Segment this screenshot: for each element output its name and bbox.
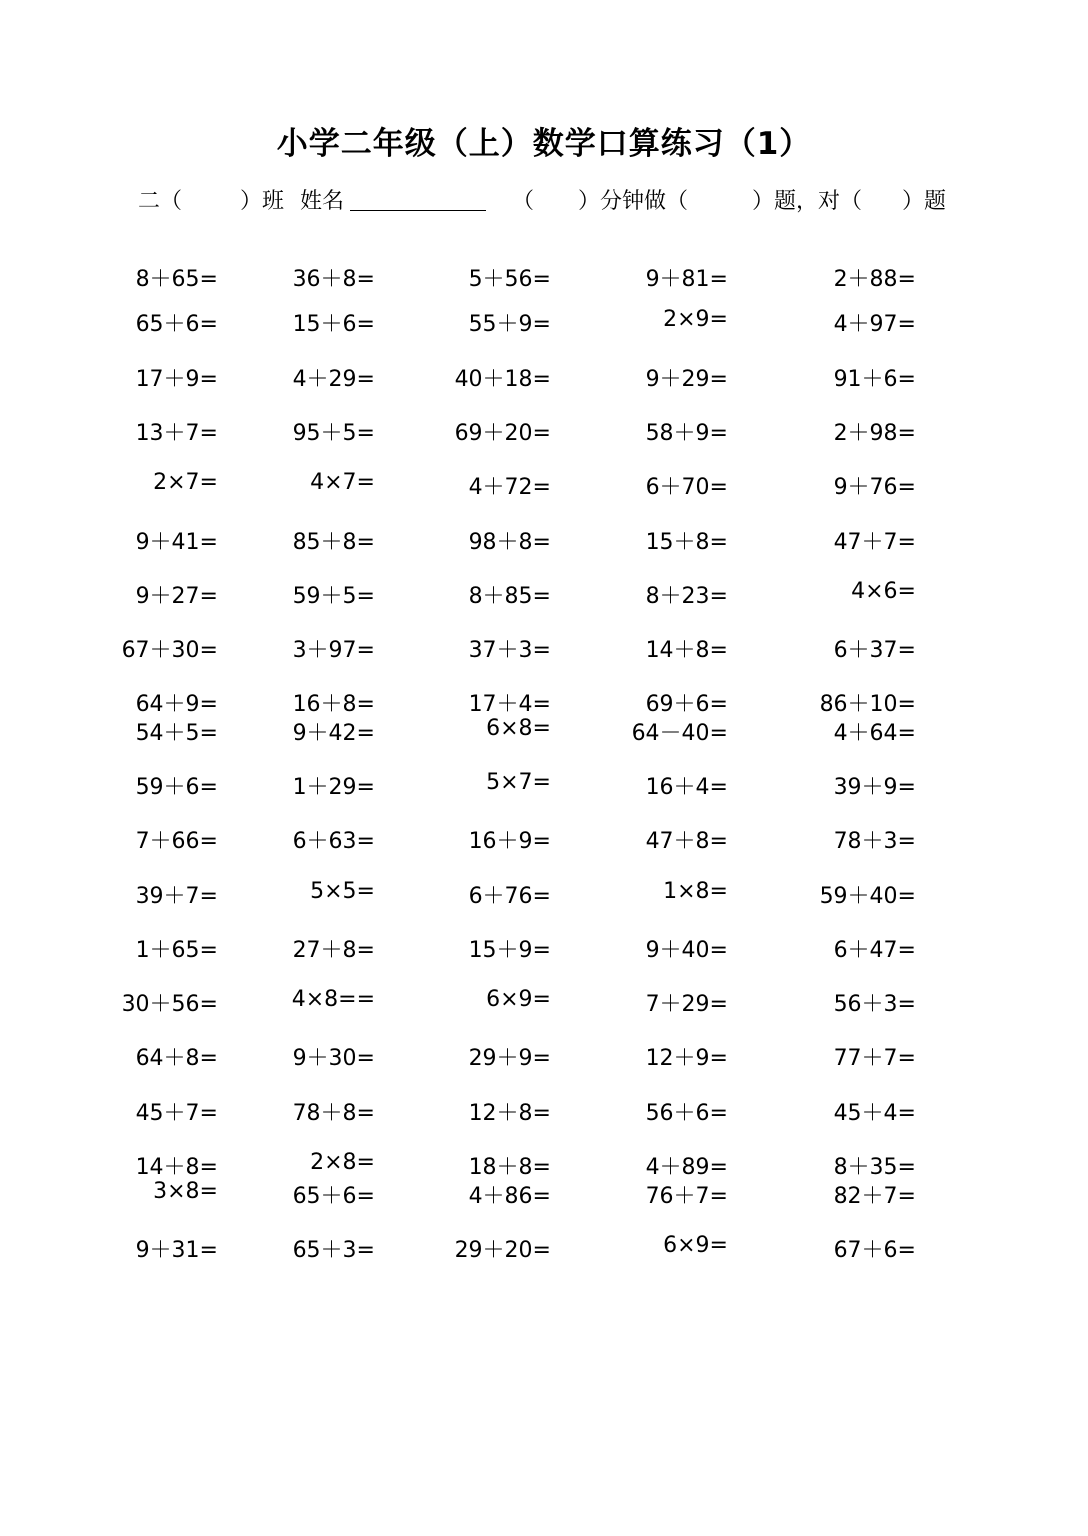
problem-r11-c3: 5×7= — [486, 770, 551, 795]
problem-r13-c1: 39＋7= — [135, 884, 218, 909]
problem-r2-c1: 65＋6= — [135, 312, 218, 337]
problem-r10-c2: 9＋42= — [292, 721, 375, 746]
problem-r9-c3: 17＋4= — [468, 692, 551, 717]
problem-r12-c1: 7＋66= — [135, 829, 218, 854]
class-prefix: 二（ — [138, 189, 183, 214]
problem-r7-c3: 8＋85= — [468, 584, 551, 609]
problem-r7-c4: 8＋23= — [645, 584, 728, 609]
problem-r15-c2: 4×8== — [291, 987, 375, 1012]
correct-label: ）题 — [902, 189, 947, 214]
problem-r16-c1: 64＋8= — [135, 1046, 218, 1071]
problem-r19-c1: 3×8= — [153, 1179, 218, 1204]
problem-r10-c3: 6×8= — [486, 716, 551, 741]
problem-r9-c2: 16＋8= — [292, 692, 375, 717]
problem-r13-c3: 6＋76= — [468, 884, 551, 909]
problem-r10-c4: 64－40= — [631, 721, 728, 746]
problem-r8-c5: 6＋37= — [833, 638, 916, 663]
problem-r18-c5: 8＋35= — [833, 1155, 916, 1180]
problem-r14-c5: 6＋47= — [833, 938, 916, 963]
problem-r4-c2: 95＋5= — [292, 421, 375, 446]
problem-r3-c3: 40＋18= — [454, 367, 551, 392]
problem-r20-c3: 29＋20= — [454, 1238, 551, 1263]
problem-r6-c4: 15＋8= — [645, 530, 728, 555]
problem-r13-c2: 5×5= — [310, 879, 375, 904]
problem-r13-c4: 1×8= — [663, 879, 728, 904]
problem-r12-c2: 6＋63= — [292, 829, 375, 854]
problem-r20-c4: 6×9= — [663, 1233, 728, 1258]
problem-r13-c5: 59＋40= — [819, 884, 916, 909]
page-title: 小学二年级（上）数学口算练习（1） — [276, 126, 812, 162]
problem-r5-c4: 6＋70= — [645, 475, 728, 500]
problem-r1-c1: 8＋65= — [135, 267, 218, 292]
problem-r10-c5: 4＋64= — [833, 721, 916, 746]
problem-r20-c1: 9＋31= — [135, 1238, 218, 1263]
count-label: ）题，对（ — [752, 189, 863, 214]
problem-r20-c5: 67＋6= — [833, 1238, 916, 1263]
problem-r15-c5: 56＋3= — [833, 992, 916, 1017]
problem-r14-c1: 1＋65= — [135, 938, 218, 963]
problem-r15-c1: 30＋56= — [121, 992, 218, 1017]
problem-r2-c5: 4＋97= — [833, 312, 916, 337]
problem-r16-c3: 29＋9= — [468, 1046, 551, 1071]
problem-r5-c1: 2×7= — [153, 470, 218, 495]
problem-r1-c5: 2＋88= — [833, 267, 916, 292]
problem-r19-c5: 82＋7= — [833, 1184, 916, 1209]
problem-r11-c1: 59＋6= — [135, 775, 218, 800]
problem-r18-c2: 2×8= — [310, 1150, 375, 1175]
problem-r12-c4: 47＋8= — [645, 829, 728, 854]
problem-r12-c3: 16＋9= — [468, 829, 551, 854]
problem-r17-c1: 45＋7= — [135, 1101, 218, 1126]
problem-r16-c2: 9＋30= — [292, 1046, 375, 1071]
problem-r8-c4: 14＋8= — [645, 638, 728, 663]
problem-r3-c5: 91＋6= — [833, 367, 916, 392]
name-label: 姓名 — [300, 189, 345, 214]
problem-r12-c5: 78＋3= — [833, 829, 916, 854]
problem-r6-c1: 9＋41= — [135, 530, 218, 555]
problem-r14-c2: 27＋8= — [292, 938, 375, 963]
problem-r2-c3: 55＋9= — [468, 312, 551, 337]
class-suffix: ）班 — [240, 189, 285, 214]
problem-r16-c4: 12＋9= — [645, 1046, 728, 1071]
problem-r2-c4: 2×9= — [663, 307, 728, 332]
problem-r9-c1: 64＋9= — [135, 692, 218, 717]
problem-r7-c5: 4×6= — [851, 579, 916, 604]
problem-r3-c2: 4＋29= — [292, 367, 375, 392]
problem-r17-c4: 56＋6= — [645, 1101, 728, 1126]
problem-r15-c3: 6×9= — [486, 987, 551, 1012]
problem-r18-c1: 14＋8= — [135, 1155, 218, 1180]
problem-r4-c5: 2＋98= — [833, 421, 916, 446]
problem-r15-c4: 7＋29= — [645, 992, 728, 1017]
problem-r8-c3: 37＋3= — [468, 638, 551, 663]
problem-r5-c5: 9＋76= — [833, 475, 916, 500]
problem-r4-c1: 13＋7= — [135, 421, 218, 446]
problem-r19-c3: 4＋86= — [468, 1184, 551, 1209]
problem-r6-c2: 85＋8= — [292, 530, 375, 555]
problem-r6-c3: 98＋8= — [468, 530, 551, 555]
problem-r6-c5: 47＋7= — [833, 530, 916, 555]
problem-r1-c3: 5＋56= — [468, 267, 551, 292]
problem-r16-c5: 77＋7= — [833, 1046, 916, 1071]
problem-r4-c3: 69＋20= — [454, 421, 551, 446]
problem-r18-c3: 18＋8= — [468, 1155, 551, 1180]
problem-r17-c2: 78＋8= — [292, 1101, 375, 1126]
problem-r1-c4: 9＋81= — [645, 267, 728, 292]
problem-r5-c2: 4×7= — [310, 470, 375, 495]
problem-r7-c2: 59＋5= — [292, 584, 375, 609]
problem-r20-c2: 65＋3= — [292, 1238, 375, 1263]
problem-r11-c2: 1＋29= — [292, 775, 375, 800]
problem-r8-c2: 3＋97= — [292, 638, 375, 663]
problem-r9-c5: 86＋10= — [819, 692, 916, 717]
problem-r17-c3: 12＋8= — [468, 1101, 551, 1126]
problem-r3-c1: 17＋9= — [135, 367, 218, 392]
problem-r17-c5: 45＋4= — [833, 1101, 916, 1126]
problem-r19-c2: 65＋6= — [292, 1184, 375, 1209]
problem-r9-c4: 69＋6= — [645, 692, 728, 717]
time-open-paren: （ — [512, 189, 535, 214]
problem-r18-c4: 4＋89= — [645, 1155, 728, 1180]
problem-r4-c4: 58＋9= — [645, 421, 728, 446]
problem-r7-c1: 9＋27= — [135, 584, 218, 609]
problem-r11-c5: 39＋9= — [833, 775, 916, 800]
problem-r8-c1: 67＋30= — [121, 638, 218, 663]
problem-r14-c4: 9＋40= — [645, 938, 728, 963]
problem-r2-c2: 15＋6= — [292, 312, 375, 337]
problem-r10-c1: 54＋5= — [135, 721, 218, 746]
problem-r11-c4: 16＋4= — [645, 775, 728, 800]
problem-r1-c2: 36＋8= — [292, 267, 375, 292]
time-label: ）分钟做（ — [578, 189, 689, 214]
problem-r14-c3: 15＋9= — [468, 938, 551, 963]
problem-r3-c4: 9＋29= — [645, 367, 728, 392]
problem-r5-c3: 4＋72= — [468, 475, 551, 500]
problem-r19-c4: 76＋7= — [645, 1184, 728, 1209]
